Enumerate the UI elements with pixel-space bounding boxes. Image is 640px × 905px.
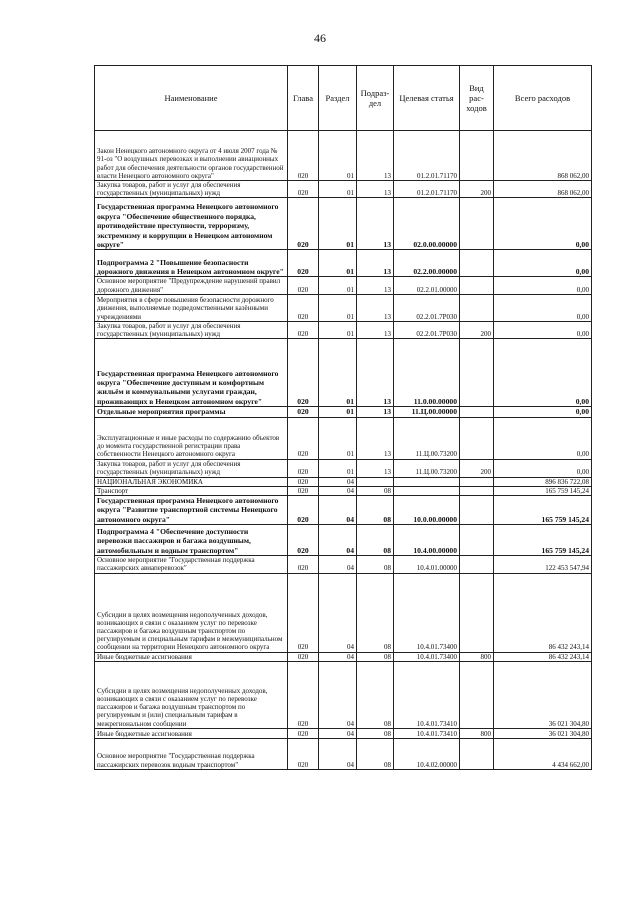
row-sum: 0,00 [494, 277, 592, 294]
row-target: 10.4.02.00000 [394, 738, 460, 769]
row-podrazdel: 13 [357, 321, 394, 338]
row-vid [460, 738, 494, 769]
row-name: Государственная программа Ненецкого автономного округа "Развитие транспортной системы Ненецкого автономного округа" [95, 496, 288, 525]
row-podrazdel: 08 [357, 573, 394, 652]
row-sum: 36 021 304,80 [494, 661, 592, 728]
row-glava: 020 [288, 181, 319, 198]
row-razdel: 01 [319, 181, 357, 198]
row-podrazdel [357, 477, 394, 486]
table-row [95, 477, 592, 486]
table-row [95, 131, 592, 181]
header-razdel: Раздел [319, 66, 357, 131]
table-row [95, 181, 592, 198]
row-target: 01.2.01.71170 [394, 181, 460, 198]
row-razdel: 04 [319, 477, 357, 486]
row-vid [460, 417, 494, 459]
row-name: Транспорт [95, 486, 288, 495]
row-razdel: 01 [319, 339, 357, 407]
row-target: 10.0.00.00000 [394, 496, 460, 525]
row-vid [460, 661, 494, 728]
row-target: 11.Ц.00.73200 [394, 417, 460, 459]
row-glava: 020 [288, 250, 319, 277]
row-name: Закон Ненецкого автономного округа от 4 июля 2007 года № 91-оз "О воздушных перевозках и выполнении авиационных работ для обеспечения деятельности органов государственной власти Ненецкого автономного округа" [95, 131, 288, 181]
row-razdel: 04 [319, 728, 357, 738]
row-name: Эксплуатационные и иные расходы по содержанию объектов до момента государственной регистрации права собственности Ненецкого автономного округа [95, 417, 288, 459]
row-vid: 800 [460, 652, 494, 661]
row-sum: 0,00 [494, 294, 592, 321]
row-target: 10.4.01.73400 [394, 573, 460, 652]
row-target: 10.4.01.73410 [394, 661, 460, 728]
row-glava: 020 [288, 486, 319, 495]
row-target: 02.2.01.7Р030 [394, 321, 460, 338]
row-name: Субсидии в целях возмещения недополученных доходов, возникающих в связи с оказанием услуг по перевозке пассажиров и багажа воздушным транспортом по регулируемым и (или) специальным тарифам в межрегиональном сообщении [95, 661, 288, 728]
row-name: Закупка товаров, работ и услуг для обеспечения государственных (муниципальных) нужд [95, 459, 288, 477]
row-razdel: 01 [319, 131, 357, 181]
table-row [95, 294, 592, 321]
row-podrazdel: 08 [357, 525, 394, 556]
table-body [95, 131, 592, 770]
row-razdel: 04 [319, 661, 357, 728]
row-podrazdel: 13 [357, 294, 394, 321]
row-target [394, 477, 460, 486]
row-glava: 020 [288, 661, 319, 728]
row-sum: 36 021 304,80 [494, 728, 592, 738]
row-sum: 0,00 [494, 459, 592, 477]
table-row [95, 661, 592, 728]
row-name: НАЦИОНАЛЬНАЯ ЭКОНОМИКА [95, 477, 288, 486]
row-target: 02.2.01.00000 [394, 277, 460, 294]
row-razdel: 01 [319, 407, 357, 417]
row-sum: 0,00 [494, 407, 592, 417]
row-razdel: 01 [319, 250, 357, 277]
row-glava: 020 [288, 728, 319, 738]
table-header-row [95, 66, 592, 131]
row-name: Основное мероприятие "Предупреждение нарушений правил дорожного движения" [95, 277, 288, 294]
row-vid [460, 131, 494, 181]
row-name: Мероприятия в сфере повышения безопасности дорожного движения, выполняемые подведомственными казёнными учреждениями [95, 294, 288, 321]
row-vid [460, 407, 494, 417]
row-vid [460, 277, 494, 294]
row-glava: 020 [288, 573, 319, 652]
row-vid [460, 496, 494, 525]
row-sum: 165 759 145,24 [494, 496, 592, 525]
row-name: Государственная программа Ненецкого автономного округа "Обеспечение доступным и комфортным жильём и коммунальными услугами граждан, проживающих в Ненецком автономном округе" [95, 339, 288, 407]
row-vid [460, 525, 494, 556]
row-target: 10.4.01.00000 [394, 556, 460, 573]
row-vid: 200 [460, 181, 494, 198]
row-podrazdel: 08 [357, 556, 394, 573]
row-podrazdel: 08 [357, 486, 394, 495]
row-glava: 020 [288, 496, 319, 525]
row-target: 11.Ц.00.00000 [394, 407, 460, 417]
row-glava: 020 [288, 198, 319, 250]
table-row [95, 198, 592, 250]
table-row [95, 496, 592, 525]
row-glava: 020 [288, 417, 319, 459]
row-razdel: 01 [319, 459, 357, 477]
row-vid [460, 477, 494, 486]
table-row [95, 250, 592, 277]
row-target: 02.2.01.7Р030 [394, 294, 460, 321]
row-vid [460, 198, 494, 250]
table-row [95, 525, 592, 556]
table-row [95, 556, 592, 573]
row-glava: 020 [288, 459, 319, 477]
row-target: 10.4.01.73400 [394, 652, 460, 661]
row-name: Основное мероприятие "Государственная поддержка пассажирских авиаперевозок" [95, 556, 288, 573]
row-razdel: 01 [319, 321, 357, 338]
row-sum: 0,00 [494, 250, 592, 277]
row-glava: 020 [288, 131, 319, 181]
row-podrazdel: 13 [357, 277, 394, 294]
row-razdel: 04 [319, 486, 357, 495]
row-glava: 020 [288, 339, 319, 407]
row-vid [460, 573, 494, 652]
header-target: Целевая статья [394, 66, 460, 131]
header-total: Всего расходов [494, 66, 592, 131]
row-glava: 020 [288, 407, 319, 417]
budget-table [94, 65, 592, 770]
table-row [95, 573, 592, 652]
row-podrazdel: 13 [357, 250, 394, 277]
row-name: Основное мероприятие "Государственная поддержка пассажирских перевозок водным транспортом" [95, 738, 288, 769]
row-sum: 0,00 [494, 198, 592, 250]
row-razdel: 04 [319, 525, 357, 556]
row-vid [460, 250, 494, 277]
row-vid [460, 294, 494, 321]
row-glava: 020 [288, 277, 319, 294]
row-glava: 020 [288, 556, 319, 573]
table-row [95, 339, 592, 407]
row-target: 10.4.00.00000 [394, 525, 460, 556]
table-row [95, 277, 592, 294]
table-row [95, 652, 592, 661]
row-target: 11.0.00.00000 [394, 339, 460, 407]
row-sum: 122 453 547,94 [494, 556, 592, 573]
row-glava: 020 [288, 525, 319, 556]
row-vid: 200 [460, 459, 494, 477]
row-razdel: 04 [319, 652, 357, 661]
table-row [95, 321, 592, 338]
row-target: 02.0.00.00000 [394, 198, 460, 250]
row-podrazdel: 13 [357, 198, 394, 250]
row-name: Подпрограмма 2 "Повышение безопасности дорожного движения в Ненецком автономном округе" [95, 250, 288, 277]
row-razdel: 04 [319, 496, 357, 525]
row-vid [460, 556, 494, 573]
row-sum: 896 836 722,08 [494, 477, 592, 486]
row-sum: 868 062,00 [494, 181, 592, 198]
row-glava: 020 [288, 738, 319, 769]
row-razdel: 01 [319, 277, 357, 294]
row-name: Закупка товаров, работ и услуг для обеспечения государственных (муниципальных) нужд [95, 321, 288, 338]
header-podrazdel: Подраз-дел [357, 66, 394, 131]
row-sum: 86 432 243,14 [494, 652, 592, 661]
header-name: Наименование [95, 66, 288, 131]
row-razdel: 01 [319, 198, 357, 250]
row-vid: 200 [460, 321, 494, 338]
row-glava: 020 [288, 652, 319, 661]
row-razdel: 04 [319, 573, 357, 652]
row-razdel: 01 [319, 417, 357, 459]
row-name: Отдельные мероприятия программы [95, 407, 288, 417]
table-row [95, 486, 592, 495]
header-glava: Глава [288, 66, 319, 131]
row-sum: 86 432 243,14 [494, 573, 592, 652]
row-sum: 4 434 662,00 [494, 738, 592, 769]
row-name: Иные бюджетные ассигнования [95, 652, 288, 661]
row-podrazdel: 13 [357, 459, 394, 477]
table-row [95, 459, 592, 477]
row-razdel: 04 [319, 738, 357, 769]
row-podrazdel: 13 [357, 417, 394, 459]
row-podrazdel: 08 [357, 661, 394, 728]
table-row [95, 738, 592, 769]
row-sum: 165 759 145,24 [494, 525, 592, 556]
row-razdel: 04 [319, 556, 357, 573]
header-vid: Вид рас-ходов [460, 66, 494, 131]
row-sum: 0,00 [494, 339, 592, 407]
row-name: Подпрограмма 4 "Обеспечение доступности перевозки пассажиров и багажа воздушным, автомобильным и водным транспортом" [95, 525, 288, 556]
row-podrazdel: 08 [357, 728, 394, 738]
row-podrazdel: 08 [357, 738, 394, 769]
row-glava: 020 [288, 294, 319, 321]
row-name: Иные бюджетные ассигнования [95, 728, 288, 738]
row-sum: 0,00 [494, 417, 592, 459]
table-row [95, 407, 592, 417]
row-podrazdel: 13 [357, 407, 394, 417]
row-target: 01.2.01.71170 [394, 131, 460, 181]
row-sum: 165 759 145,24 [494, 486, 592, 495]
row-podrazdel: 13 [357, 181, 394, 198]
row-target: 10.4.01.73410 [394, 728, 460, 738]
row-glava: 020 [288, 477, 319, 486]
row-podrazdel: 08 [357, 496, 394, 525]
row-podrazdel: 13 [357, 131, 394, 181]
row-podrazdel: 13 [357, 339, 394, 407]
row-glava: 020 [288, 321, 319, 338]
row-name: Государственная программа Ненецкого автономного округа "Обеспечение общественного порядка, противодействие преступности, терроризму, экстремизму и коррупции в Ненецком автономном округе" [95, 198, 288, 250]
row-podrazdel: 08 [357, 652, 394, 661]
row-target: 11.Ц.00.73200 [394, 459, 460, 477]
row-razdel: 01 [319, 294, 357, 321]
table-row [95, 417, 592, 459]
row-vid [460, 486, 494, 495]
row-sum: 0,00 [494, 321, 592, 338]
row-target: 02.2.00.00000 [394, 250, 460, 277]
row-target [394, 486, 460, 495]
row-vid [460, 339, 494, 407]
table-row [95, 728, 592, 738]
row-vid: 800 [460, 728, 494, 738]
row-name: Субсидии в целях возмещения недополученных доходов, возникающих в связи с оказанием услуг по перевозке пассажиров и багажа воздушным транспортом по регулируемым и специальным тарифам в межмуниципальном сообщении на территории Ненецкого автономного округа [95, 573, 288, 652]
page-number: 46 [314, 31, 326, 45]
row-name: Закупка товаров, работ и услуг для обеспечения государственных (муниципальных) нужд [95, 181, 288, 198]
row-sum: 868 062,00 [494, 131, 592, 181]
